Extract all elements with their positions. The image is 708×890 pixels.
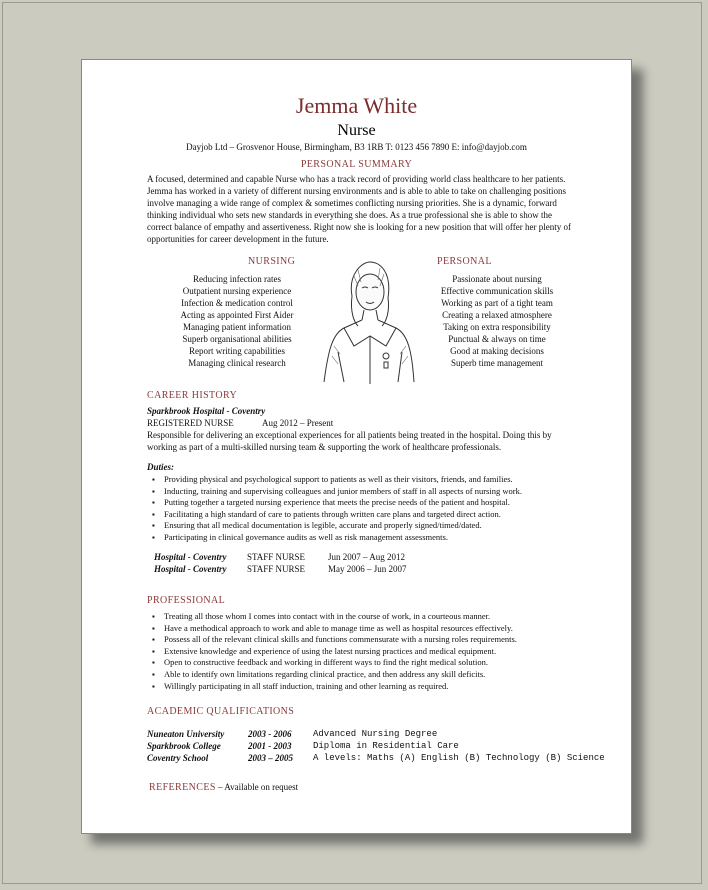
professional-list bbox=[152, 611, 517, 692]
list-item: Punctual & always on time bbox=[448, 334, 546, 344]
academic-heading: ACADEMIC QUALIFICATIONS bbox=[147, 706, 295, 717]
list-item: ▪ Possess all of the relevant clinical skills and functions commensurate with a nursing roles requirements. bbox=[164, 634, 517, 646]
list-item: Managing patient information bbox=[183, 322, 291, 332]
role-description: Responsible for delivering an exceptional experiences for all patients being treated in the hospital. Doing this by working as part of a multi-skilled nursing team & supporting the work of healthcare professionals. bbox=[147, 430, 552, 452]
qualification: A levels: Maths (A) English (B) Technology (B) Science bbox=[313, 753, 605, 763]
school-name: Nuneaton University bbox=[147, 729, 225, 739]
cv-page bbox=[81, 59, 632, 834]
current-role: REGISTERED NURSE bbox=[147, 418, 234, 428]
current-employer: Sparkbrook Hospital - Coventry bbox=[147, 406, 266, 416]
summary-text: A focused, determined and capable Nurse who has a track record of providing world class healthcare to her patients. Jemma has worked in a variety of different nursing environments and is able to able to take on challenging positions involve managing a wide range of complex & sometimes conflicting nursing priorities. She is a dynamic, forward thinking individual who sets new standards in everything she does. As a true professional she is able to show the correct balance of empathy and assertiveness. Right now she is looking for a new position that will offer her plenty of opportunities for career development in the future. bbox=[147, 174, 571, 244]
list-item: Superb organisational abilities bbox=[182, 334, 292, 344]
references-text: – Available on request bbox=[215, 782, 299, 792]
personal-heading: PERSONAL bbox=[437, 256, 492, 267]
school-years: 2003 – 2005 bbox=[248, 753, 293, 763]
list-item: ▪ Putting together a targeted nursing experience that meets the precise needs of the patient and hospital. bbox=[164, 497, 522, 509]
list-item: Creating a relaxed atmosphere bbox=[442, 310, 552, 320]
list-item: Superb time management bbox=[451, 358, 543, 368]
previous-dates: Jun 2007 – Aug 2012 bbox=[328, 552, 406, 562]
school-years: 2003 - 2006 bbox=[248, 729, 292, 739]
list-item: ▪ Ensuring that all medical documentation is legible, accurate and properly signed/timed/dated. bbox=[164, 520, 522, 532]
previous-dates: May 2006 – Jun 2007 bbox=[328, 564, 407, 574]
previous-employer: Hospital - Coventry bbox=[154, 552, 227, 562]
list-item: Outpatient nursing experience bbox=[182, 286, 292, 296]
duties-list bbox=[152, 474, 522, 544]
list-item: ▪ Have a methodical approach to work and able to manage time as well as hospital resources effectively. bbox=[164, 623, 517, 635]
cv-title: Nurse bbox=[337, 122, 376, 139]
nurse-portrait-icon bbox=[314, 256, 424, 388]
list-item: ▪ Treating all those whom I comes into contact with in the course of work, in a courteous manner. bbox=[164, 611, 517, 623]
references-line bbox=[149, 782, 298, 793]
school-name: Coventry School bbox=[147, 753, 209, 763]
summary-heading: PERSONAL SUMMARY bbox=[300, 159, 413, 170]
list-item: ▪ Open to constructive feedback and working in different ways to find the right medical solution. bbox=[164, 657, 517, 669]
professional-heading: PROFESSIONAL bbox=[147, 595, 226, 606]
list-item: Working as part of a tight team bbox=[441, 298, 553, 308]
list-item: ▪ Extensive knowledge and experience of using the latest nursing practices and medical equipment. bbox=[164, 646, 517, 658]
qualification: Diploma in Residential Care bbox=[313, 741, 459, 751]
previous-role: STAFF NURSE bbox=[247, 552, 306, 562]
list-item: Acting as appointed First Aider bbox=[180, 310, 294, 320]
nursing-heading: NURSING bbox=[248, 256, 296, 267]
list-item: Reducing infection rates bbox=[193, 274, 281, 284]
contact-line: Dayjob Ltd – Grosvenor House, Birmingham, B3 1RB T: 0123 456 7890 E: info@dayjob.com bbox=[186, 142, 527, 152]
list-item: Managing clinical research bbox=[188, 358, 286, 368]
list-item: Passionate about nursing bbox=[452, 274, 542, 284]
references-heading: REFERENCES bbox=[149, 782, 216, 793]
school-years: 2001 - 2003 bbox=[248, 741, 292, 751]
qualification: Advanced Nursing Degree bbox=[313, 729, 438, 739]
personal-skills-list bbox=[397, 273, 597, 369]
list-item: Effective communication skills bbox=[440, 286, 554, 296]
career-heading: CAREER HISTORY bbox=[147, 390, 238, 401]
list-item: Good at making decisions bbox=[450, 346, 544, 356]
duties-label: Duties: bbox=[147, 462, 174, 472]
previous-role: STAFF NURSE bbox=[247, 564, 306, 574]
list-item: ▪ Inducting, training and supervising colleagues and junior members of staff in all aspects of nursing work. bbox=[164, 486, 522, 498]
cv-name: Jemma White bbox=[295, 93, 418, 118]
previous-employer: Hospital - Coventry bbox=[154, 564, 227, 574]
list-item: ▪ Participating in clinical governance audits as well as risk management assessments. bbox=[164, 532, 522, 544]
list-item: ▪ Willingly participating in all staff induction, training and other learning as required. bbox=[164, 681, 517, 693]
list-item: ▪ Providing physical and psychological support to patients as well as their visitors, friends, and families. bbox=[164, 474, 522, 486]
list-item: ▪ Facilitating a high standard of care to patients through written care plans and targeted direct action. bbox=[164, 509, 522, 521]
school-name: Sparkbrook College bbox=[147, 741, 221, 751]
current-dates: Aug 2012 – Present bbox=[262, 418, 334, 428]
nursing-skills-list bbox=[142, 273, 332, 369]
list-item: Taking on extra responsibility bbox=[443, 322, 551, 332]
list-item: ▪ Able to identify own limitations regarding clinical practice, and then address any skill deficits. bbox=[164, 669, 517, 681]
list-item: Infection & medication control bbox=[181, 298, 293, 308]
list-item: Report writing capabilities bbox=[189, 346, 285, 356]
